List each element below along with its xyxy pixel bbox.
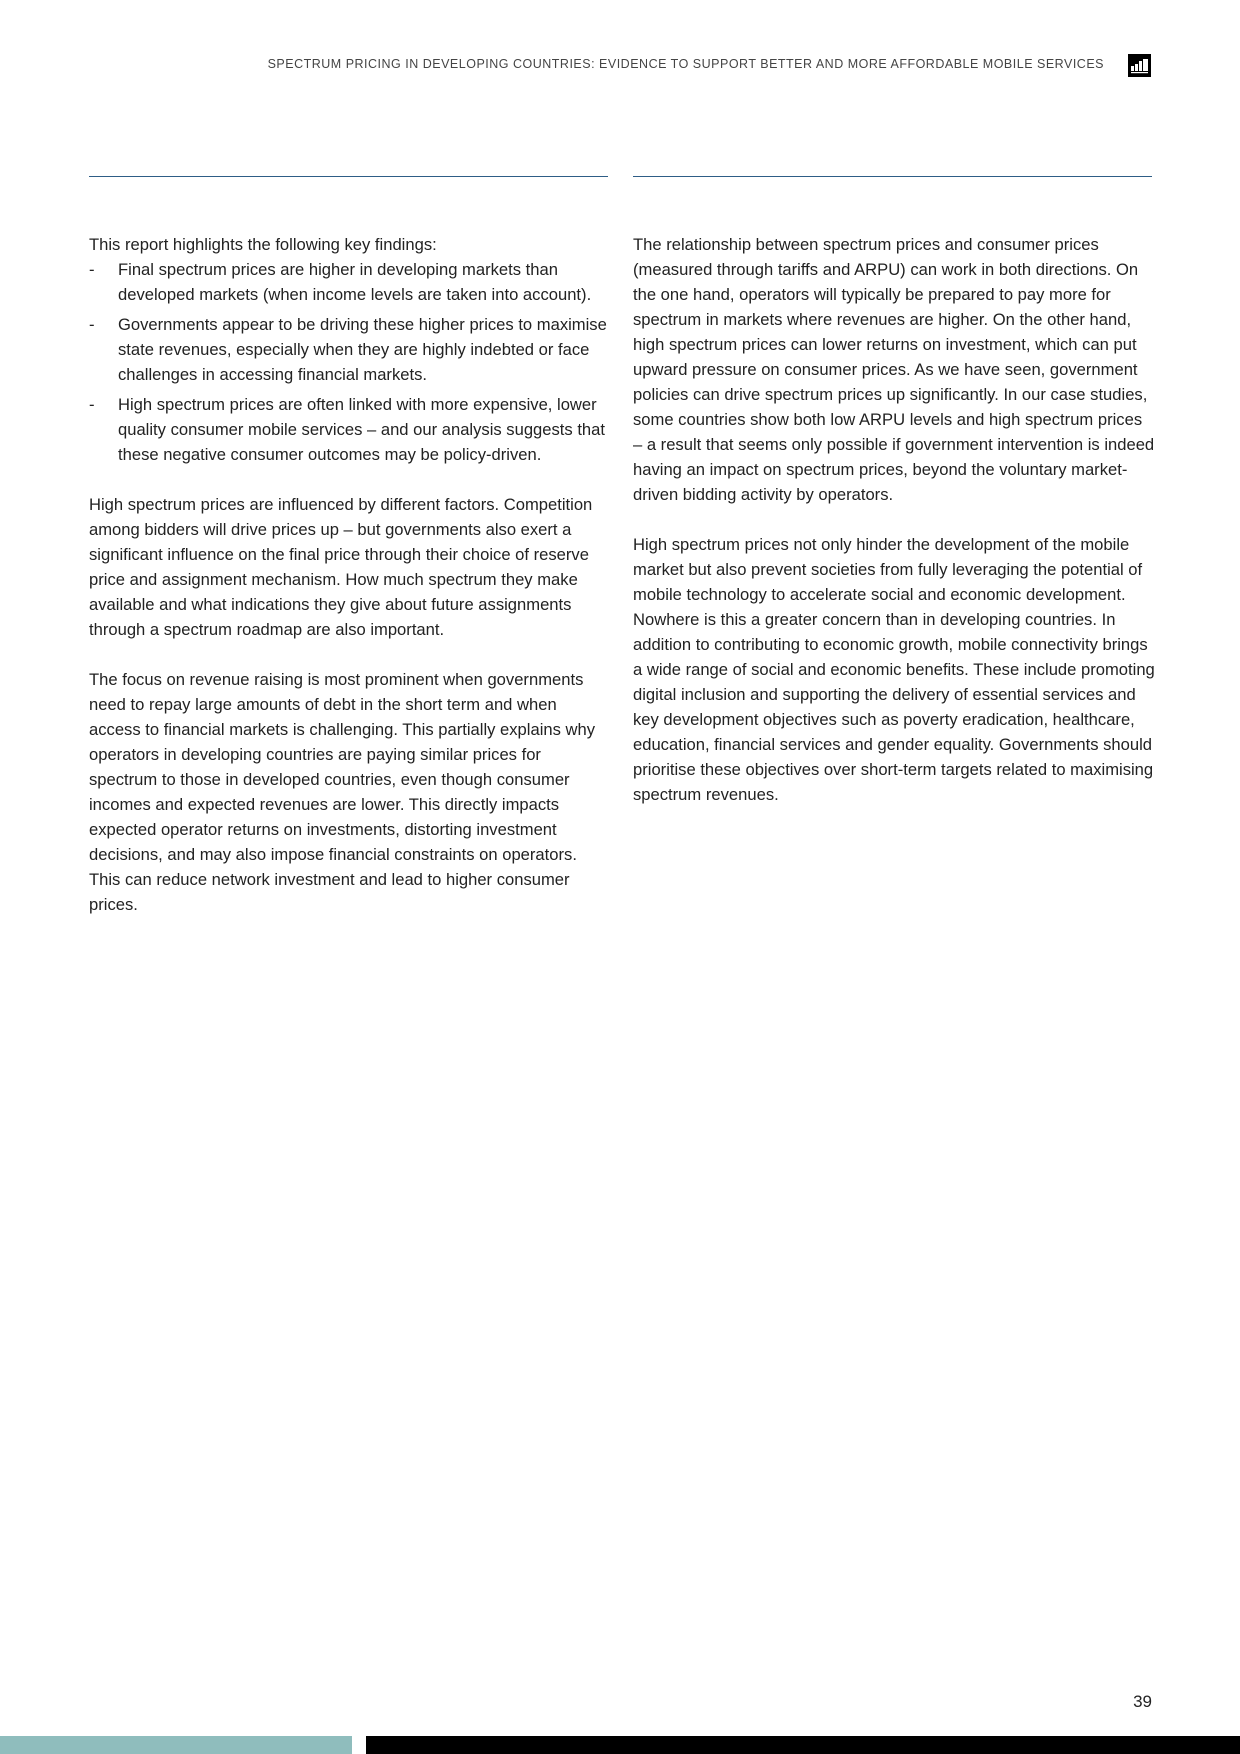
finding-text: Governments appear to be driving these higher prices to maximise state revenues, especially when they are highly indebted or face challenges in accessing financial markets. [118, 315, 607, 384]
bullet-dash: - [89, 395, 95, 414]
finding-text: Final spectrum prices are higher in developing markets than developed markets (when income levels are taken into account). [118, 260, 592, 304]
bullet-dash: - [89, 260, 95, 279]
right-column [633, 232, 1155, 832]
left-column [89, 232, 611, 942]
running-header-title: SPECTRUM PRICING IN DEVELOPING COUNTRIES: EVIDENCE TO SUPPORT BETTER AND MORE AFFORDABLE MOBILE SERVICES [267, 57, 1104, 71]
right-column-divider [633, 176, 1152, 177]
key-findings-intro: This report highlights the following key findings: [89, 235, 437, 254]
body-paragraph: High spectrum prices not only hinder the development of the mobile market but also prevent societies from fully leveraging the potential of mobile technology to accelerate social and economic development. Nowhere is this a greater concern than in developing countries. In addition to contributing to economic growth, mobile connectivity brings a wide range of social and economic benefits. These include promoting digital inclusion and supporting the delivery of essential services and key development objectives such as poverty eradication, healthcare, education, financial services and gender equality. Governments should prioritise these objectives over short-term targets related to maximising spectrum revenues. [633, 535, 1155, 804]
body-paragraph: The focus on revenue raising is most prominent when governments need to repay large amounts of debt in the short term and when access to financial markets is challenging. This partially explains why operators in developing countries are paying similar prices for spectrum to those in developed countries, even though consumer incomes and expected revenues are lower. This directly impacts expected operator returns on investments, distorting investment decisions, and may also impose financial constraints on operators. This can reduce network investment and lead to higher consumer prices. [89, 670, 596, 914]
footer-black-bar [366, 1736, 1240, 1754]
body-paragraph: The relationship between spectrum prices and consumer prices (measured through tariffs and ARPU) can work in both directions. On the one hand, operators will typically be prepared to pay more for spectrum in markets where revenues are higher. On the other hand, high spectrum prices can lower returns on investment, which can put upward pressure on consumer prices. As we have seen, government policies can drive spectrum prices up significantly. In our case studies, some countries show both low ARPU levels and high spectrum prices – a result that seems only possible if government intervention is indeed having an impact on spectrum prices, beyond the voluntary market-driven bidding activity by operators. [633, 235, 1155, 504]
list-item [89, 257, 611, 307]
key-findings-list [89, 257, 611, 467]
list-item [89, 392, 611, 467]
footer-teal-bar [0, 1736, 352, 1754]
body-paragraph: High spectrum prices are influenced by different factors. Competition among bidders will drive prices up – but governments also exert a significant influence on the final price through their choice of reserve price and assignment mechanism. How much spectrum they make available and what indications they give about future assignments through a spectrum roadmap are also important. [89, 495, 593, 639]
gsma-intelligence-logo-icon [1128, 54, 1151, 77]
left-column-divider [89, 176, 608, 177]
list-item [89, 312, 611, 387]
page-number: 39 [1133, 1692, 1152, 1711]
finding-text: High spectrum prices are often linked with more expensive, lower quality consumer mobile services – and our analysis suggests that these negative consumer outcomes may be policy-driven. [118, 395, 605, 464]
bullet-dash: - [89, 315, 95, 334]
